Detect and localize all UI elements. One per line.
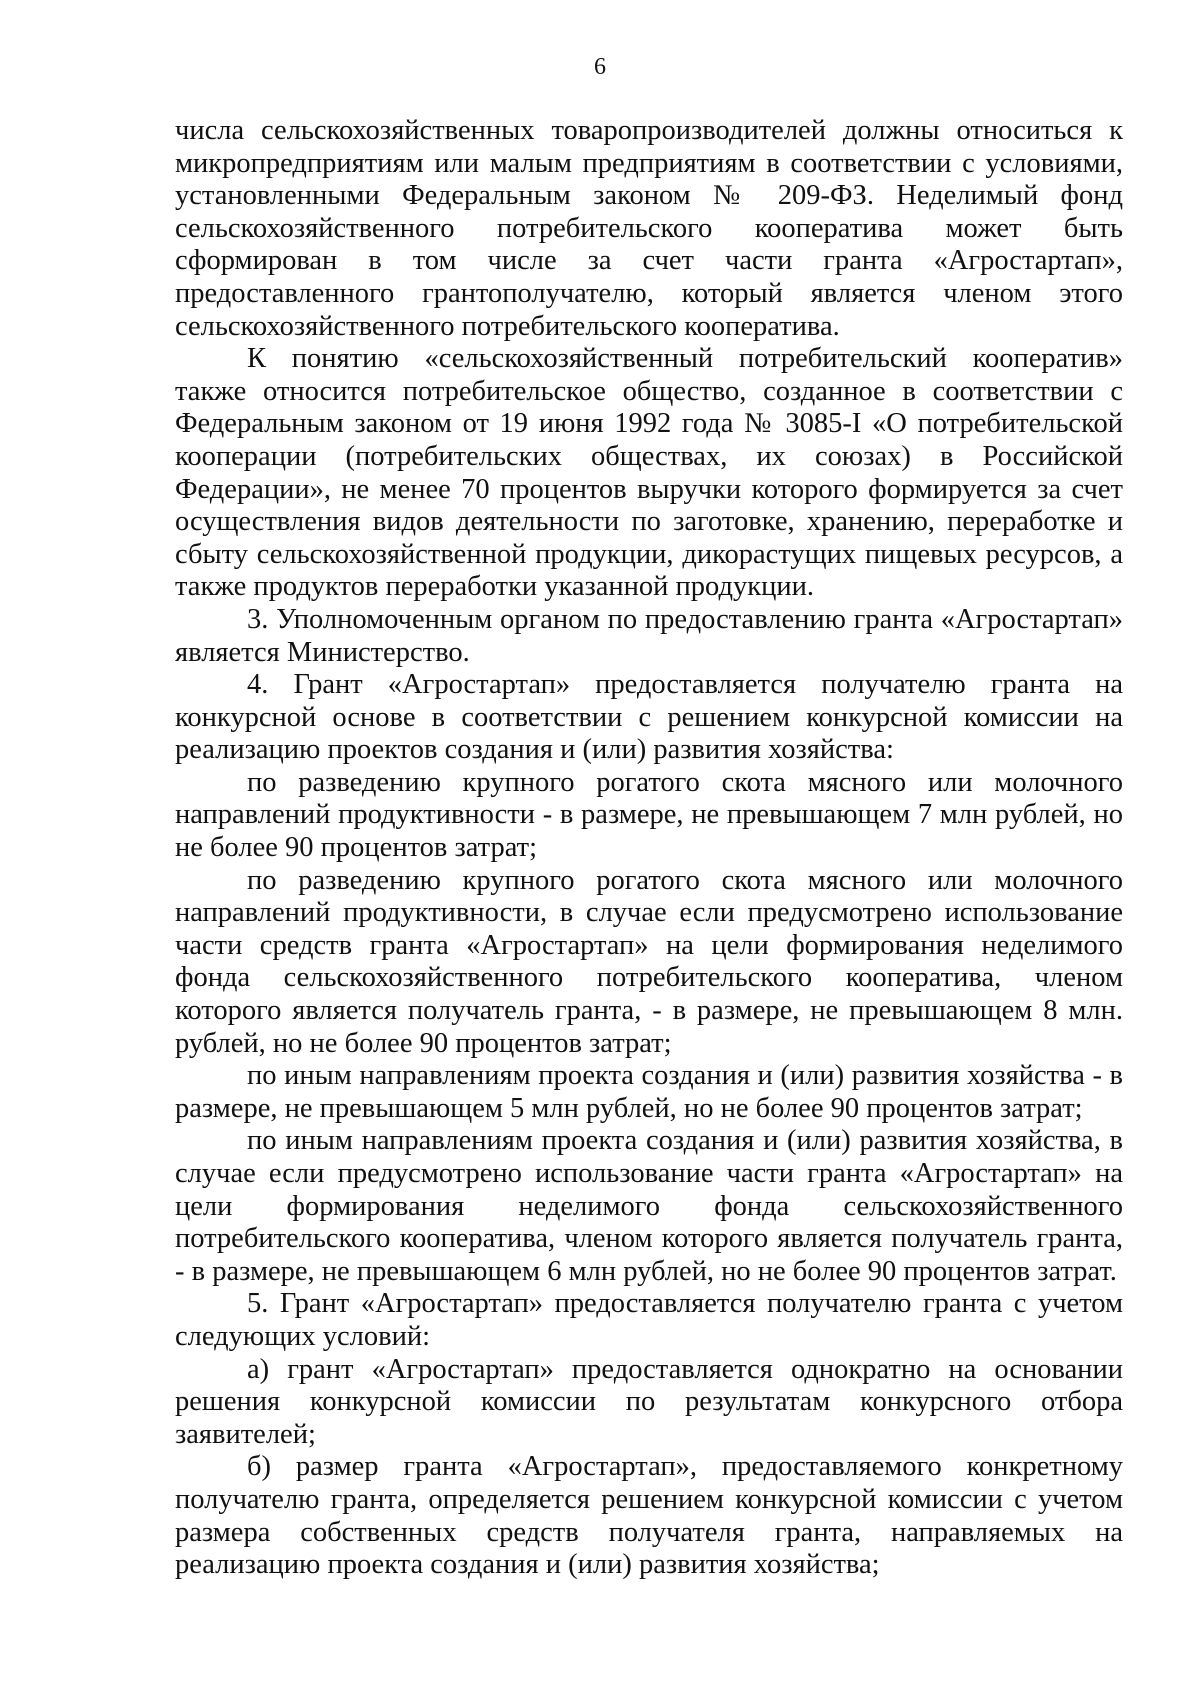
paragraph-item-4: 4. Грант «Агростартап» предоставляется получателю гранта на конкурсной основе в соответствии с решением конкурсной комиссии на реализацию проектов создания и (или) развития хозяйства:	[175, 669, 1123, 766]
paragraph-item-5: 5. Грант «Агростартап» предоставляется получателю гранта с учетом следующих условий:	[175, 1288, 1123, 1352]
document-body	[175, 115, 1123, 1582]
paragraph-continuation: числа сельскохозяйственных товаропроизводителей должны относиться к микропредприятиям или малым предприятиям в соответствии с условиями, установленными Федеральным законом № 209-ФЗ. Неделимый фонд сельскохозяйственного потребительского кооператива может быть сформирован в том числе за счет части гранта «Агростартап», предоставленного грантополучателю, который является членом этого сельскохозяйственного потребительского кооператива.	[175, 115, 1123, 342]
paragraph-item-4-cattle: по разведению крупного рогатого скота мясного или молочного направлений продуктивности - в размере, не превышающем 7 млн рублей, но не более 90 процентов затрат;	[175, 766, 1123, 864]
paragraph-item-4-cattle-fund: по разведению крупного рогатого скота мясного или молочного направлений продуктивности, в случае если предусмотрено использование части средств гранта «Агростартап» на цели формирования неделимого фонда сельскохозяйственного потребительского кооператива, членом которого является получатель гранта, - в размере, не превышающем 8 млн. рублей, но не более 90 процентов затрат;	[175, 864, 1123, 1059]
paragraph-item-3: 3. Уполномоченным органом по предоставлению гранта «Агростартап» является Министерство.	[175, 603, 1123, 668]
paragraph-item-5b: б) размер гранта «Агростартап», предоставляемого конкретному получателю гранта, определяется решением конкурсной комиссии с учетом размера собственных средств получателя гранта, направляемых на реализацию проекта создания и (или) развития хозяйства;	[175, 1451, 1123, 1581]
page-number: 6	[594, 54, 606, 80]
paragraph-item-5a: а) грант «Агростартап» предоставляется однократно на основании решения конкурсной комиссии по результатам конкурсного отбора заявителей;	[175, 1353, 1123, 1450]
paragraph-item-4-other: по иным направлениям проекта создания и (или) развития хозяйства - в размере, не превышающем 5 млн рублей, но не более 90 процентов затрат;	[175, 1060, 1123, 1124]
paragraph-item-4-other-fund: по иным направлениям проекта создания и (или) развития хозяйства, в случае если предусмотрено использование части гранта «Агростартап» на цели формирования неделимого фонда сельскохозяйственного потребительского кооператива, членом которого является получатель гранта, - в размере, не превышающем 6 млн рублей, но не более 90 процентов затрат.	[175, 1125, 1123, 1287]
paragraph-cooperative-definition: К понятию «сельскохозяйственный потребительский кооператив» также относится потребительское общество, созданное в соответствии с Федеральным законом от 19 июня 1992 года № 3085-I «О потребительской кооперации (потребительских обществах, их союзах) в Российской Федерации», не менее 70 процентов выручки которого формируется за счет осуществления видов деятельности по заготовке, хранению, переработке и сбыту сельскохозяйственной продукции, дикорастущих пищевых ресурсов, а также продуктов переработки указанной продукции.	[175, 343, 1123, 603]
